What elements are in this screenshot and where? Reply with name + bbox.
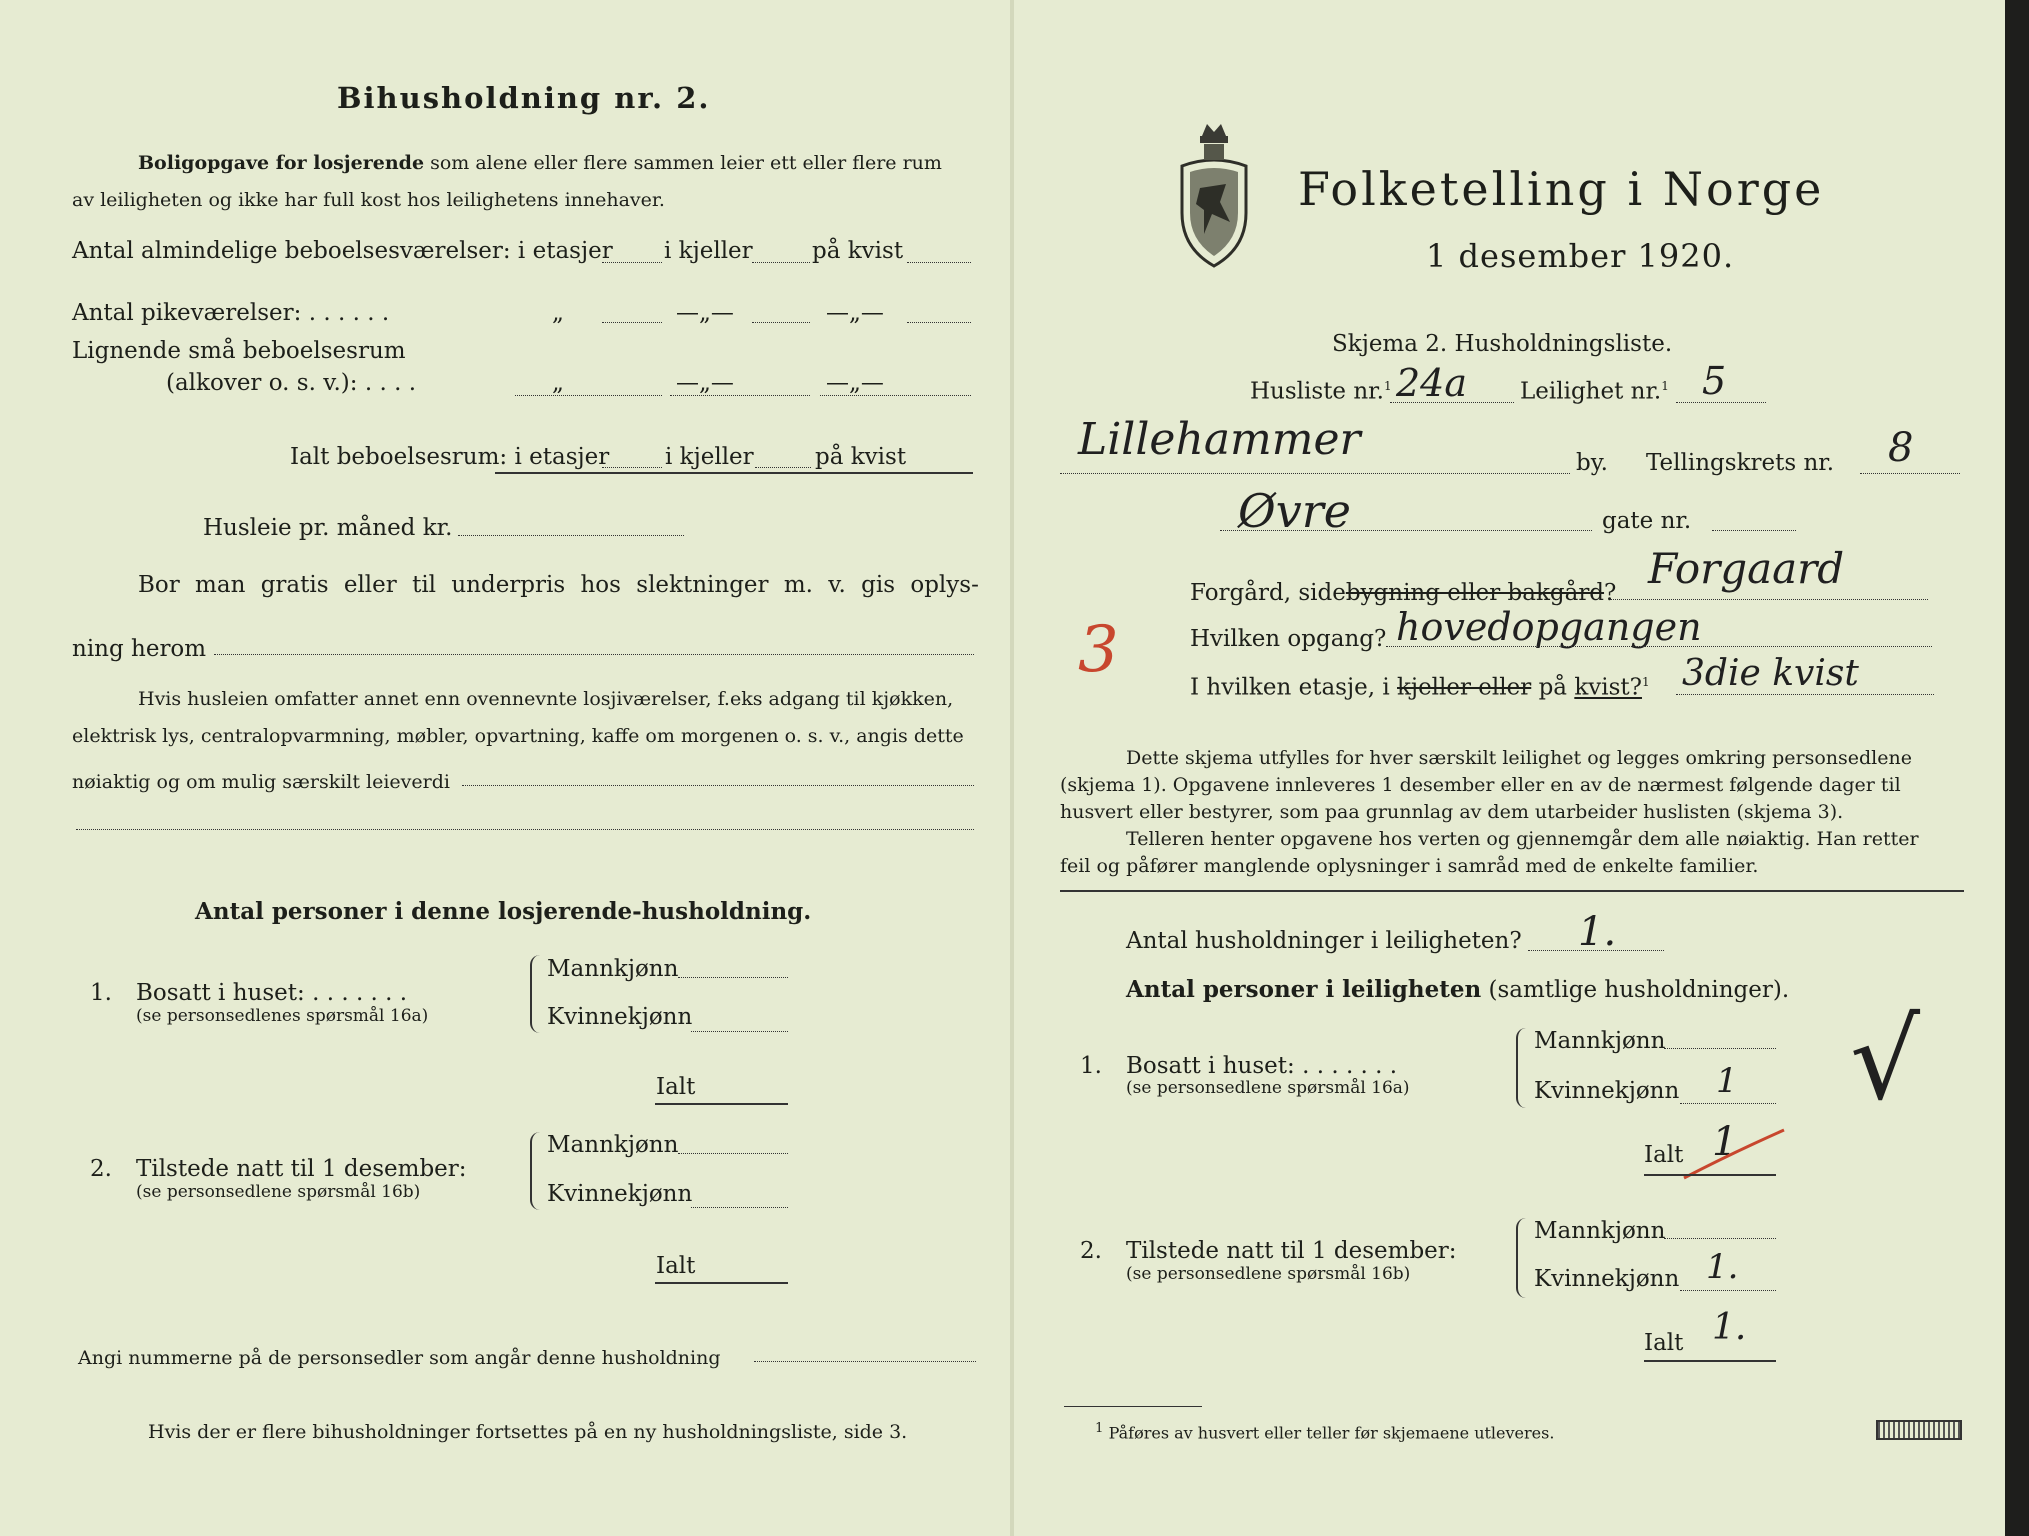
right-q1-sub: (se personsedlene spørsmål 16a): [1126, 1078, 1410, 1098]
scan-edge: [2005, 0, 2029, 1536]
footnote-rule: [1064, 1406, 1202, 1407]
gratis-line-2: ning herom: [72, 636, 207, 662]
left-q2-sub: (se personsedlene spørsmål 16b): [136, 1182, 421, 1202]
husliste-value: 24a: [1396, 361, 1468, 405]
check-mark: √: [1850, 996, 1921, 1124]
right-q1-num: 1.: [1080, 1053, 1102, 1079]
husleie-field: [458, 535, 684, 536]
husliste-sup: 1: [1383, 379, 1392, 393]
ialt-rooms-label: Ialt beboelsesrum: i etasjer: [290, 444, 610, 470]
intro-rest: som alene eller flere sammen leier ett eller flere rum: [430, 152, 942, 174]
left-q2-kvinne-field: [691, 1207, 788, 1208]
forgaard-field: [1610, 599, 1928, 600]
hvis-line-3: nøiaktig og om mulig særskilt leieverdi: [72, 771, 450, 793]
opgang-value: hovedopgangen: [1396, 605, 1702, 649]
left-q2-ialt-rule: [655, 1282, 788, 1284]
hvis-field-1: [462, 785, 974, 786]
leilighet-sup: 1: [1661, 379, 1669, 393]
right-q1-ialt-rule: [1644, 1174, 1776, 1176]
coat-of-arms-icon: [1174, 118, 1254, 270]
hush-field: [1528, 950, 1664, 951]
leilighet-value: 5: [1702, 359, 1727, 403]
page-fold: [1010, 0, 1014, 1536]
persons-heading-left: Antal personer i denne losjerende-husholdning.: [195, 898, 812, 925]
hush-label: Antal husholdninger i leiligheten?: [1126, 928, 1522, 954]
rooms-kvist: på kvist: [812, 238, 904, 264]
hvis-field-2: [76, 829, 974, 830]
ialt-kjeller-field: [755, 467, 811, 468]
right-q2-kvinne: Kvinnekjønn: [1534, 1266, 1680, 1292]
hush-value: 1.: [1578, 909, 1617, 955]
left-q1-mann: Mannkjønn: [547, 956, 679, 982]
rooms-label: Antal almindelige beboelsesværelser: i etasjer: [72, 238, 613, 264]
etasje-field: [1676, 694, 1934, 695]
left-q2-num: 2.: [90, 1156, 112, 1182]
left-q1-mann-field: [678, 977, 788, 978]
persons-heading-right: [1126, 978, 1789, 1002]
intro-line-2: av leiligheten og ikke har full kost hos leilighetens innehaver.: [72, 189, 665, 211]
etasje-label: [1190, 676, 1650, 700]
gate-field: [1712, 530, 1796, 531]
persons-bold: Antal personer i leiligheten: [1126, 976, 1482, 1003]
right-q1-label: Bosatt i huset: . . . . . . .: [1126, 1053, 1398, 1079]
rooms-etasjer-field: [602, 262, 662, 263]
left-q2-mann-field: [678, 1153, 788, 1154]
right-title: Folketelling i Norge: [1298, 162, 1825, 216]
ialt-kjeller: i kjeller: [665, 444, 754, 470]
right-q1-kvinne-field: [1680, 1103, 1776, 1104]
right-q2-num: 2.: [1080, 1238, 1102, 1264]
left-q1-num: 1.: [90, 980, 112, 1006]
etasje-struck: kjeller eller: [1397, 674, 1532, 701]
right-q2-brace: [1516, 1218, 1528, 1298]
footnote-sup: 1: [1095, 1421, 1104, 1436]
note-line-2: (skjema 1). Opgavene innleveres 1 desember eller en av de nærmest følgende dager til: [1060, 774, 1901, 796]
right-q2-label: Tilstede natt til 1 desember:: [1126, 1238, 1457, 1264]
husleie-label: Husleie pr. måned kr.: [203, 515, 453, 541]
ialt-etasjer-field: [602, 467, 662, 468]
etasje-kvist: kvist?: [1574, 674, 1642, 701]
pike-ditto-2: —„—: [676, 300, 734, 326]
footnote-text: Påføres av husvert eller teller før skjemaene utleveres.: [1108, 1423, 1555, 1443]
ialt-rule: [495, 472, 973, 474]
pike-label: Antal pikeværelser: . . . . . .: [72, 300, 390, 326]
lignende-ditto-3: —„—: [826, 370, 884, 396]
city-field: [1060, 473, 1570, 474]
husliste-text: Husliste nr.: [1250, 378, 1384, 405]
printer-stamp: [1876, 1420, 1962, 1440]
right-q1-mann: Mannkjønn: [1534, 1028, 1666, 1054]
left-q2-brace: [530, 1132, 542, 1210]
right-q2-sub: (se personsedlene spørsmål 16b): [1126, 1264, 1411, 1284]
krets-field: [1860, 473, 1960, 474]
right-q1-brace: [1516, 1028, 1528, 1108]
angi-field: [754, 1361, 976, 1362]
right-q1-kvinne: Kvinnekjønn: [1534, 1078, 1680, 1104]
lignende-field-2: [670, 395, 810, 396]
krets-value: 8: [1888, 425, 1914, 471]
left-q1-ialt: Ialt: [656, 1074, 696, 1100]
right-q1-ialt: Ialt: [1644, 1142, 1684, 1168]
intro-line-1: [138, 154, 942, 173]
right-q2-ialt: Ialt: [1644, 1330, 1684, 1356]
note-line-3: husvert eller bestyrer, som paa grunnlag av dem utarbeider huslisten (skjema 3).: [1060, 801, 1844, 823]
right-q1-ialt-value: 1: [1712, 1119, 1738, 1165]
lignende-ditto-1: „: [552, 370, 564, 396]
angi-label: Angi nummerne på de personsedler som angår denne husholdning: [78, 1347, 721, 1369]
gratis-field: [214, 654, 974, 655]
right-q2-kvinne-field: [1680, 1290, 1776, 1291]
rooms-kvist-field: [907, 262, 971, 263]
right-q2-mann-field: [1664, 1238, 1776, 1239]
footnote: [1095, 1422, 1554, 1441]
krets-label: Tellingskrets nr.: [1646, 450, 1835, 476]
left-footer: Hvis der er flere bihusholdninger fortsettes på en ny husholdningsliste, side 3.: [148, 1421, 908, 1443]
schema-label: Skjema 2. Husholdningsliste.: [1332, 331, 1673, 357]
lignende-label-1: Lignende små beboelsesrum: [72, 338, 406, 364]
leilighet-label: [1520, 380, 1669, 404]
leilighet-text: Leilighet nr.: [1520, 378, 1662, 405]
right-q2-kvinne-value: 1.: [1706, 1247, 1739, 1287]
lignende-ditto-2: —„—: [676, 370, 734, 396]
husliste-label: [1250, 380, 1392, 404]
left-q1-kvinne-field: [691, 1031, 788, 1032]
by-label: by.: [1576, 450, 1608, 476]
hvis-line-2: elektrisk lys, centralopvarmning, møbler, opvartning, kaffe om morgenen o. s. v., angis dette: [72, 725, 964, 747]
left-q1-brace: [530, 955, 542, 1033]
forgaard-label: [1190, 582, 1616, 605]
pike-field-2: [752, 322, 810, 323]
right-q1-kvinne-value: 1: [1716, 1061, 1738, 1101]
left-q2-kvinne: Kvinnekjønn: [547, 1181, 693, 1207]
lignende-field-3: [820, 395, 971, 396]
lignende-label-2: (alkover o. s. v.): . . . .: [166, 370, 417, 396]
left-q1-kvinne: Kvinnekjønn: [547, 1004, 693, 1030]
left-q2-ialt: Ialt: [656, 1253, 696, 1279]
forgaard-struck: bygning eller bakgård: [1345, 580, 1605, 606]
right-q2-mann: Mannkjønn: [1534, 1218, 1666, 1244]
pike-ditto-1: „: [552, 300, 564, 326]
note-line-1: Dette skjema utfylles for hver særskilt leilighet og legges omkring personsedlene: [1126, 747, 1912, 769]
pike-field-1: [602, 322, 662, 323]
ialt-kvist: på kvist: [815, 444, 907, 470]
gate-label: gate nr.: [1602, 508, 1692, 534]
etasje-text: I hvilken etasje, i: [1190, 674, 1390, 701]
lignende-field-1: [515, 395, 662, 396]
hvis-line-1: Hvis husleien omfatter annet enn ovennevnte losjiværelser, f.eks adgang til kjøkken,: [138, 688, 954, 710]
note-line-4: Telleren henter opgavene hos verten og gjennemgår dem alle nøiaktig. Han retter: [1126, 828, 1919, 850]
rooms-kjeller-field: [752, 262, 810, 263]
persons-rest: (samtlige husholdninger).: [1488, 977, 1790, 1003]
opgang-field: [1386, 646, 1932, 647]
forgaard-text: Forgård, side: [1190, 580, 1346, 606]
left-q2-label: Tilstede natt til 1 desember:: [136, 1156, 467, 1182]
rooms-kjeller: i kjeller: [664, 238, 753, 264]
etasje-sup: 1: [1641, 675, 1650, 689]
street-value: Øvre: [1238, 484, 1351, 538]
left-title: Bihusholdning nr. 2.: [337, 81, 711, 115]
left-q1-ialt-rule: [655, 1103, 788, 1105]
left-q1-sub: (se personsedlenes spørsmål 16a): [136, 1006, 429, 1026]
right-q2-ialt-value: 1.: [1712, 1307, 1747, 1348]
pike-ditto-3: —„—: [826, 300, 884, 326]
street-field: [1220, 530, 1592, 531]
pike-field-3: [907, 322, 971, 323]
note-rule: [1060, 890, 1964, 892]
etasje-value: 3die kvist: [1682, 653, 1859, 694]
opgang-label: Hvilken opgang?: [1190, 626, 1387, 652]
note-line-5: feil og påfører manglende oplysninger i samråd med de enkelte familier.: [1060, 855, 1759, 877]
intro-bold: Boligopgave for losjerende: [138, 152, 425, 174]
gratis-line-1: Bor man gratis eller til underpris hos slektninger m. v. gis oplys-: [138, 572, 979, 598]
left-q1-label: Bosatt i huset: . . . . . . .: [136, 980, 408, 1006]
right-q1-mann-field: [1664, 1048, 1776, 1049]
right-date: 1 desember 1920.: [1426, 237, 1735, 275]
forgaard-value: Forgaard: [1648, 544, 1845, 593]
left-q2-mann: Mannkjønn: [547, 1132, 679, 1158]
leilighet-field: [1676, 402, 1766, 403]
etasje-paa: på: [1538, 674, 1567, 701]
city-value: Lillehammer: [1078, 414, 1361, 465]
husliste-field: [1390, 402, 1514, 403]
forgaard-q: ?: [1604, 580, 1617, 606]
right-q2-ialt-rule: [1644, 1360, 1776, 1362]
red-mark: 3: [1078, 613, 1119, 687]
